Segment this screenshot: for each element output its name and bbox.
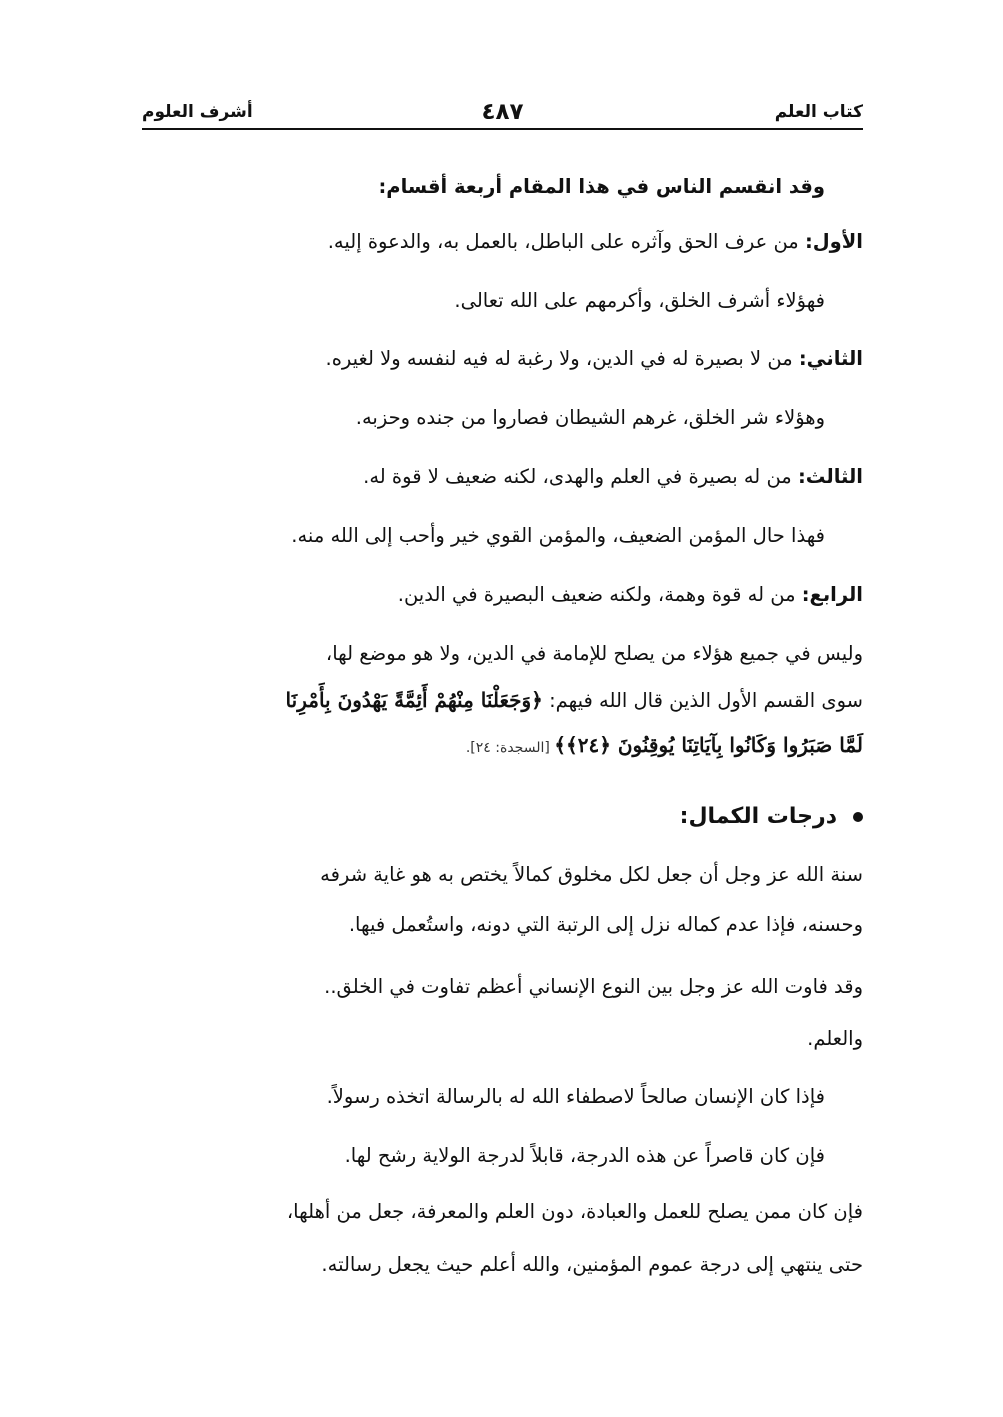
category-second: [326, 339, 864, 379]
first-label: الأول:: [804, 230, 863, 253]
quran-verse-part2: لَمَّا صَبَرُوا وَكَانُوا بِآيَاتِنَا يُوقِنُونَ ﴿٢٤﴾﴾: [554, 733, 863, 757]
third-text: من له بصيرة في العلم والهدى، لكنه ضعيف لا قوة له.: [363, 465, 798, 488]
category-fourth: [398, 575, 863, 615]
second-note: وهؤلاء شر الخلق، غرهم الشيطان فصاروا من جنده وحزبه.: [355, 406, 825, 429]
verse-reference: [السجدة: ٢٤].: [465, 740, 555, 756]
paragraph-imamah-line1: وليس في جميع هؤلاء من يصلح للإمامة في الدين، ولا هو موضع لها،: [325, 642, 863, 665]
book-title: أشرف العلوم: [142, 102, 253, 122]
fourth-text: من له قوة وهمة، ولكنه ضعيف البصيرة في الدين.: [397, 583, 802, 606]
paragraph-kamal-line1: سنة الله عز وجل أن جعل لكل مخلوق كمالاً يختص به هو غاية شرفه: [320, 863, 863, 886]
paragraph-kamal-line2: وحسنه، فإذا عدم كماله نزل إلى الرتبة التي دونه، واستُعمل فيها.: [348, 913, 863, 936]
third-note: فهذا حال المؤمن الضعيف، والمؤمن القوي خير وأحب إلى الله منه.: [291, 524, 825, 547]
paragraph-mumin-line1: فإن كان ممن يصلح للعمل والعبادة، دون العلم والمعرفة، جعل من أهلها،: [286, 1200, 863, 1223]
category-first: [328, 222, 863, 262]
paragraph-tafawut-line2: والعلم.: [807, 1027, 863, 1050]
intro-line: وقد انقسم الناس في هذا المقام أربعة أقسام:: [378, 175, 825, 198]
quote-intro: سوى القسم الأول الذين قال الله فيهم:: [542, 689, 863, 712]
fourth-label: الرابع:: [801, 583, 863, 606]
chapter-title: كتاب العلم: [774, 102, 863, 122]
third-label: الثالث:: [797, 465, 863, 488]
paragraph-imamah-line2: [286, 680, 863, 721]
paragraph-rasul: فإذا كان الإنسان صالحاً لاصطفاء الله له بالرسالة اتخذه رسولاً.: [326, 1085, 825, 1108]
paragraph-imamah-line3: [466, 725, 863, 768]
section-heading-text: درجات الكمال:: [679, 804, 837, 829]
page-number: ٤٨٧: [481, 99, 524, 125]
paragraph-tafawut-line1: وقد فاوت الله عز وجل بين النوع الإنساني أعظم تفاوت في الخلق..: [324, 975, 863, 998]
first-text: من عرف الحق وآثره على الباطل، بالعمل به، والدعوة إليه.: [327, 230, 805, 253]
section-heading: [680, 797, 863, 837]
second-label: الثاني:: [798, 347, 863, 370]
paragraph-wilayah: فإن كان قاصراً عن هذه الدرجة، قابلاً لدرجة الولاية رشح لها.: [344, 1144, 825, 1167]
bullet-icon: [853, 812, 863, 822]
page-body: [138, 0, 863, 1417]
first-note: فهؤلاء أشرف الخلق، وأكرمهم على الله تعالى.: [454, 289, 825, 312]
second-text: من لا بصيرة له في الدين، ولا رغبة له فيه لنفسه ولا لغيره.: [325, 347, 799, 370]
paragraph-mumin-line2: حتى ينتهي إلى درجة عموم المؤمنين، والله أعلم حيث يجعل رسالته.: [321, 1253, 863, 1276]
category-third: [363, 457, 863, 497]
quran-verse-part1: ﴿وَجَعَلْنَا مِنْهُمْ أَئِمَّةً يَهْدُونَ بِأَمْرِنَا: [285, 688, 543, 712]
